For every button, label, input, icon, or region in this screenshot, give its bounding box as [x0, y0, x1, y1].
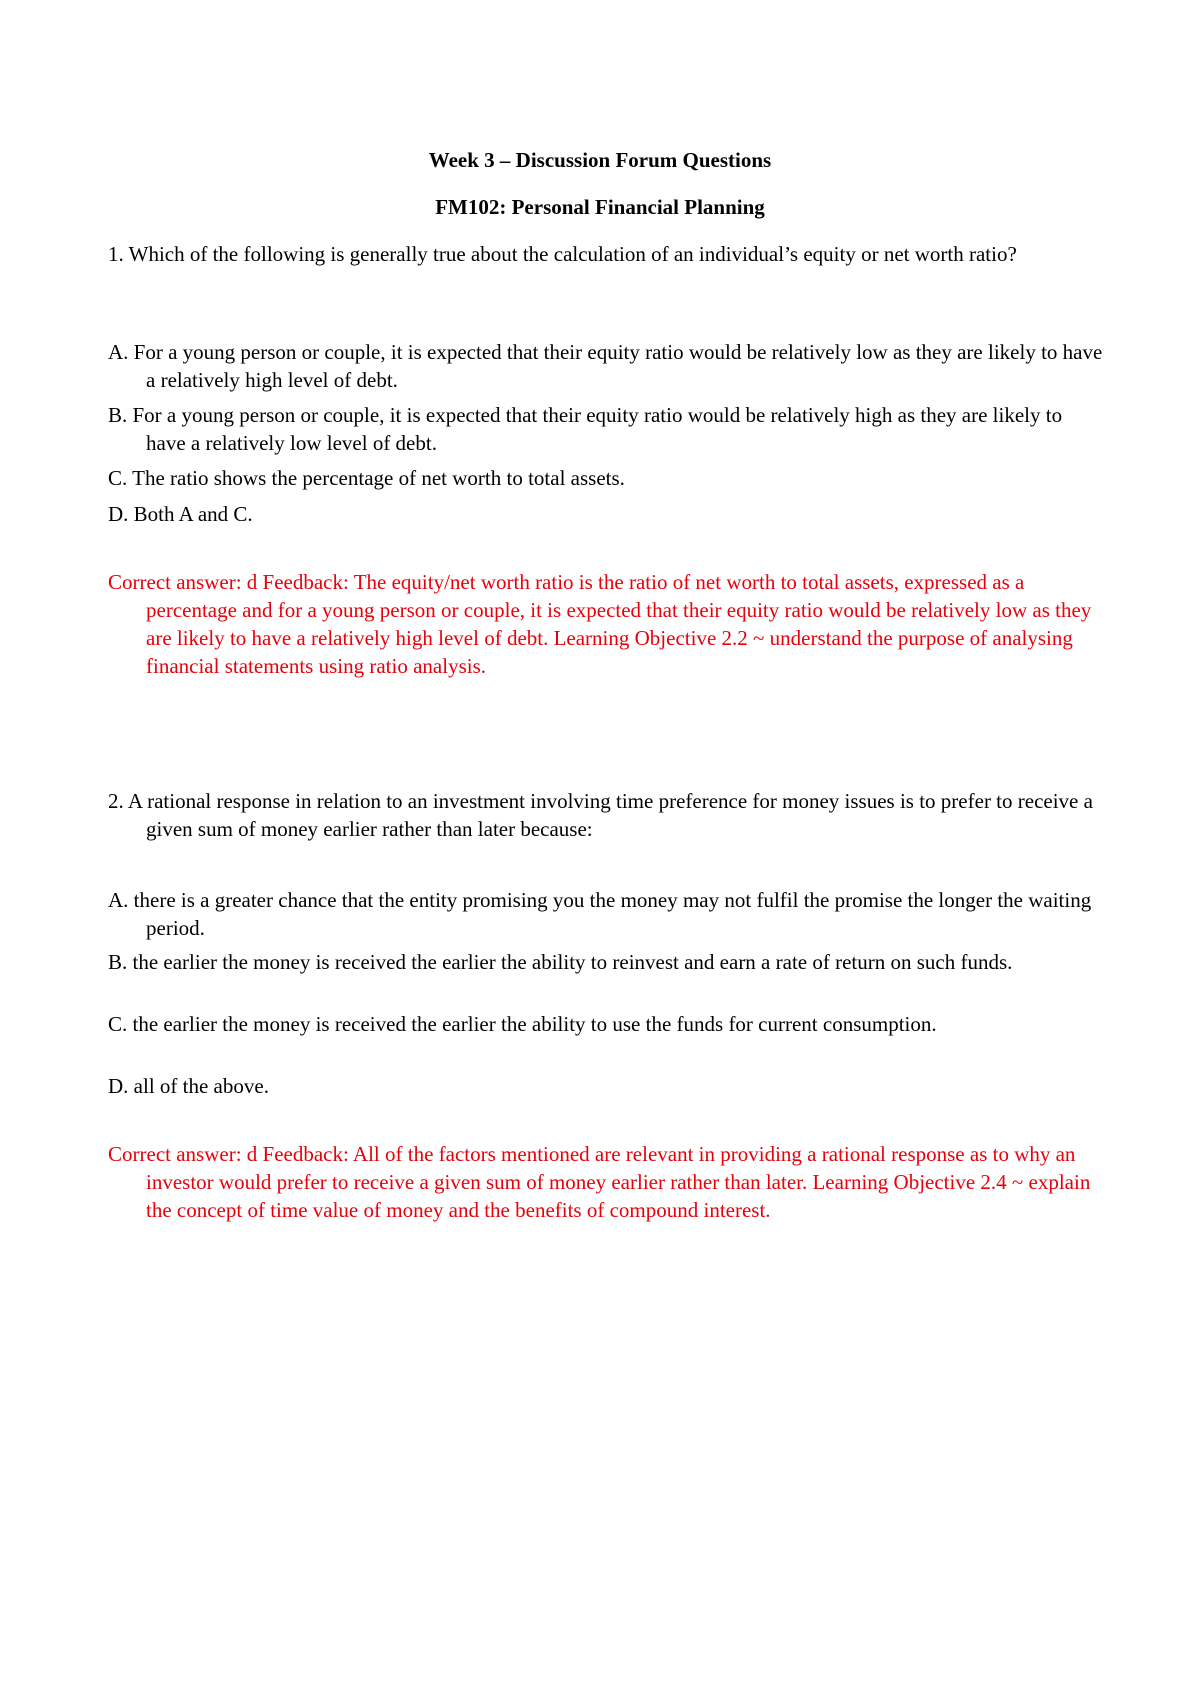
question-2-stem: 2. A rational response in relation to an investment involving time preference for money issues is to prefer to receive a given sum of money earlier rather than later because:	[108, 789, 1093, 841]
question-1-feedback: Correct answer: d Feedback: The equity/net worth ratio is the ratio of net worth to total assets, expressed as a percentage and for a young person or couple, it is expected that their equity ratio would be relatively low as they are likely to have a relatively high level of debt. Learning Objective 2.2 ~ understand the purpose of analysing financial statements using ratio analysis.	[108, 570, 1092, 678]
question-1-option-a: A. For a young person or couple, it is expected that their equity ratio would be relatively low as they are likely to have a relatively high level of debt.	[108, 340, 1103, 392]
question-2-feedback: Correct answer: d Feedback: All of the factors mentioned are relevant in providing a rational response as to why an investor would prefer to receive a given sum of money earlier rather than later. Learning Objective 2.4 ~ explain the concept of time value of money and the benefits of compound interest.	[108, 1142, 1091, 1222]
question-1-stem: 1. Which of the following is generally true about the calculation of an individual’s equity or net worth ratio?	[108, 242, 1017, 266]
question-1-option-b: B. For a young person or couple, it is expected that their equity ratio would be relatively high as they are likely to have a relatively low level of debt.	[108, 403, 1063, 455]
question-1-option-d: D. Both A and C.	[108, 502, 253, 526]
question-1-option-c: C. The ratio shows the percentage of net worth to total assets.	[108, 466, 625, 490]
question-2-option-d: D. all of the above.	[108, 1074, 269, 1098]
question-2-option-c: C. the earlier the money is received the earlier the ability to use the funds for current consumption.	[108, 1012, 937, 1036]
course-title: FM102: Personal Financial Planning	[435, 195, 765, 219]
document-title: Week 3 – Discussion Forum Questions	[428, 148, 772, 172]
question-2-option-a: A. there is a greater chance that the entity promising you the money may not fulfil the promise the longer the waiting period.	[108, 888, 1092, 940]
question-2-option-b: B. the earlier the money is received the earlier the ability to reinvest and earn a rate of return on such funds.	[108, 950, 1013, 974]
